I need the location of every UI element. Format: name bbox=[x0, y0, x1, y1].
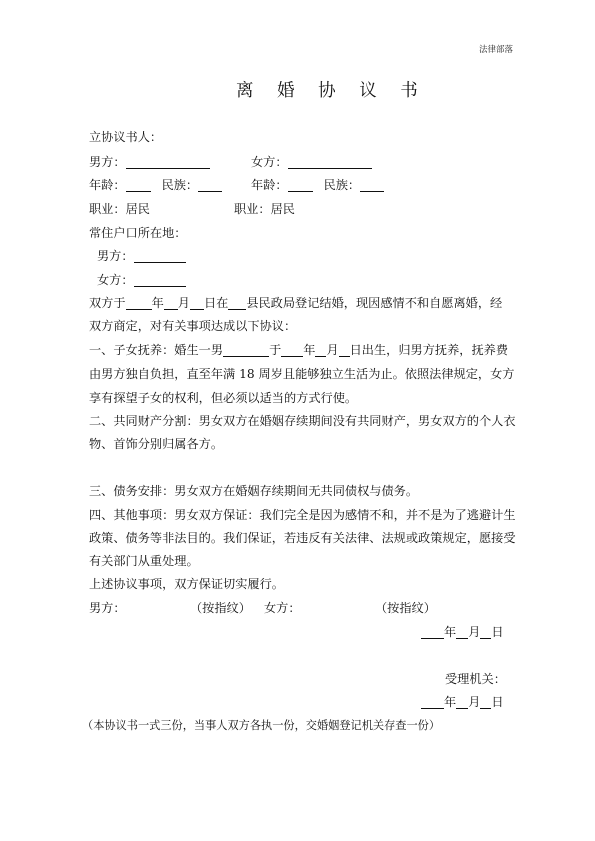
marriage-day-label: 日在 bbox=[203, 296, 229, 310]
male-household-row bbox=[97, 248, 186, 265]
female-fingerprint-label: （按指纹） bbox=[375, 601, 436, 615]
property-line-2: 物、首饰分别归属各方。 bbox=[89, 437, 224, 451]
property-line-1: 二、共同财产分割：男女双方在婚姻存续期间没有共同财产，男女双方的个人衣 bbox=[89, 414, 516, 428]
child-line-3: 享有探望子女的权利，但必须以适当的方式行使。 bbox=[89, 391, 358, 405]
female-label: 女方： bbox=[251, 155, 288, 169]
male-household-label: 男方： bbox=[97, 249, 134, 263]
debt-clause: 三、债务安排：男女双方在婚姻存续期间无共同债权与债务。 bbox=[89, 484, 419, 498]
male-household-blank[interactable] bbox=[134, 249, 186, 263]
male-occupation-label: 职业： bbox=[89, 202, 126, 216]
female-age-ethnicity-row bbox=[251, 177, 384, 194]
document-title: 离 婚 协 议 书 bbox=[236, 81, 427, 101]
female-signature-label: 女方： bbox=[264, 601, 301, 615]
child-month-label: 月 bbox=[326, 343, 339, 357]
female-occupation-label: 职业： bbox=[234, 202, 271, 216]
male-age-blank[interactable] bbox=[126, 178, 151, 192]
child-text: 一、子女抚养：婚生一男 bbox=[89, 343, 224, 357]
signing-day-blank[interactable] bbox=[480, 625, 491, 639]
female-name-row bbox=[251, 154, 372, 171]
marriage-month-label: 月 bbox=[177, 296, 190, 310]
authority-year-label: 年 bbox=[444, 695, 457, 709]
marriage-line-1 bbox=[89, 295, 502, 312]
child-line-2: 由男方独自负担，直至年满 18 周岁且能够独立生活为止。依照法律规定，女方 bbox=[89, 367, 515, 381]
signing-month-label: 月 bbox=[468, 625, 481, 639]
marriage-day-blank[interactable] bbox=[190, 296, 204, 310]
marriage-text: 双方于 bbox=[89, 296, 126, 310]
female-ethnicity-blank[interactable] bbox=[360, 178, 384, 192]
female-age-blank[interactable] bbox=[288, 178, 313, 192]
signing-year-blank[interactable] bbox=[421, 625, 444, 639]
source-label: 法律部落 bbox=[479, 45, 514, 55]
child-text-end: 日出生，归男方抚养，抚养费 bbox=[349, 343, 509, 357]
female-name-blank[interactable] bbox=[288, 155, 372, 169]
male-fingerprint-label: （按指纹） bbox=[190, 601, 251, 615]
household-label: 常住户口所在地： bbox=[89, 226, 187, 240]
female-household-row bbox=[97, 272, 186, 289]
child-born-label: 于 bbox=[269, 343, 282, 357]
marriage-line-2: 双方商定，对有关事项达成以下协议： bbox=[89, 319, 297, 333]
male-age-label: 年龄： bbox=[89, 178, 126, 192]
party-intro: 立协议书人： bbox=[89, 130, 163, 144]
child-name-blank[interactable] bbox=[223, 343, 269, 357]
marriage-county-blank[interactable] bbox=[228, 296, 246, 310]
male-occupation-row bbox=[89, 201, 150, 218]
authority-day-blank[interactable] bbox=[480, 695, 491, 709]
authority-month-label: 月 bbox=[468, 695, 481, 709]
female-age-label: 年龄： bbox=[251, 178, 288, 192]
signing-day-label: 日 bbox=[491, 625, 504, 639]
male-label: 男方： bbox=[89, 155, 126, 169]
signing-month-blank[interactable] bbox=[456, 625, 468, 639]
male-name-blank[interactable] bbox=[126, 155, 210, 169]
authority-month-blank[interactable] bbox=[456, 695, 468, 709]
female-occupation-value: 居民 bbox=[270, 202, 295, 216]
signing-date bbox=[421, 624, 504, 641]
other-line-3: 有关部门从重处理。 bbox=[89, 554, 199, 568]
female-occupation-row bbox=[234, 201, 295, 218]
authority-day-label: 日 bbox=[491, 695, 504, 709]
other-line-2: 政策、债务等非法目的。我们保证，若违反有关法律、法规或政策规定，愿接受 bbox=[89, 531, 516, 545]
authority-year-blank[interactable] bbox=[421, 695, 444, 709]
child-line-1 bbox=[89, 342, 508, 359]
footnote: （本协议书一式三份，当事人双方各执一份，交婚姻登记机关存查一份） bbox=[82, 719, 441, 732]
male-occupation-value: 居民 bbox=[125, 202, 150, 216]
female-household-blank[interactable] bbox=[134, 273, 186, 287]
male-age-ethnicity-row bbox=[89, 177, 222, 194]
marriage-month-blank[interactable] bbox=[164, 296, 178, 310]
female-household-label: 女方： bbox=[97, 273, 134, 287]
male-signature-label: 男方： bbox=[89, 601, 126, 615]
commitment-line: 上述协议事项，双方保证切实履行。 bbox=[89, 577, 284, 591]
marriage-text-end: 县民政局登记结婚，现因感情不和自愿离婚，经 bbox=[246, 296, 503, 310]
male-name-row bbox=[89, 154, 210, 171]
child-day-blank[interactable] bbox=[339, 343, 350, 357]
marriage-year-label: 年 bbox=[151, 296, 164, 310]
other-line-1: 四、其他事项：男女双方保证：我们完全是因为感情不和，并不是为了逃避计生 bbox=[89, 508, 516, 522]
child-year-label: 年 bbox=[303, 343, 316, 357]
male-ethnicity-label: 民族： bbox=[161, 178, 199, 192]
marriage-year-blank[interactable] bbox=[126, 296, 152, 310]
child-month-blank[interactable] bbox=[315, 343, 326, 357]
signing-year-label: 年 bbox=[444, 625, 457, 639]
authority-label: 受理机关： bbox=[445, 672, 506, 686]
male-ethnicity-blank[interactable] bbox=[198, 178, 222, 192]
authority-date bbox=[421, 694, 504, 711]
female-ethnicity-label: 民族： bbox=[323, 178, 361, 192]
child-year-blank[interactable] bbox=[281, 343, 303, 357]
